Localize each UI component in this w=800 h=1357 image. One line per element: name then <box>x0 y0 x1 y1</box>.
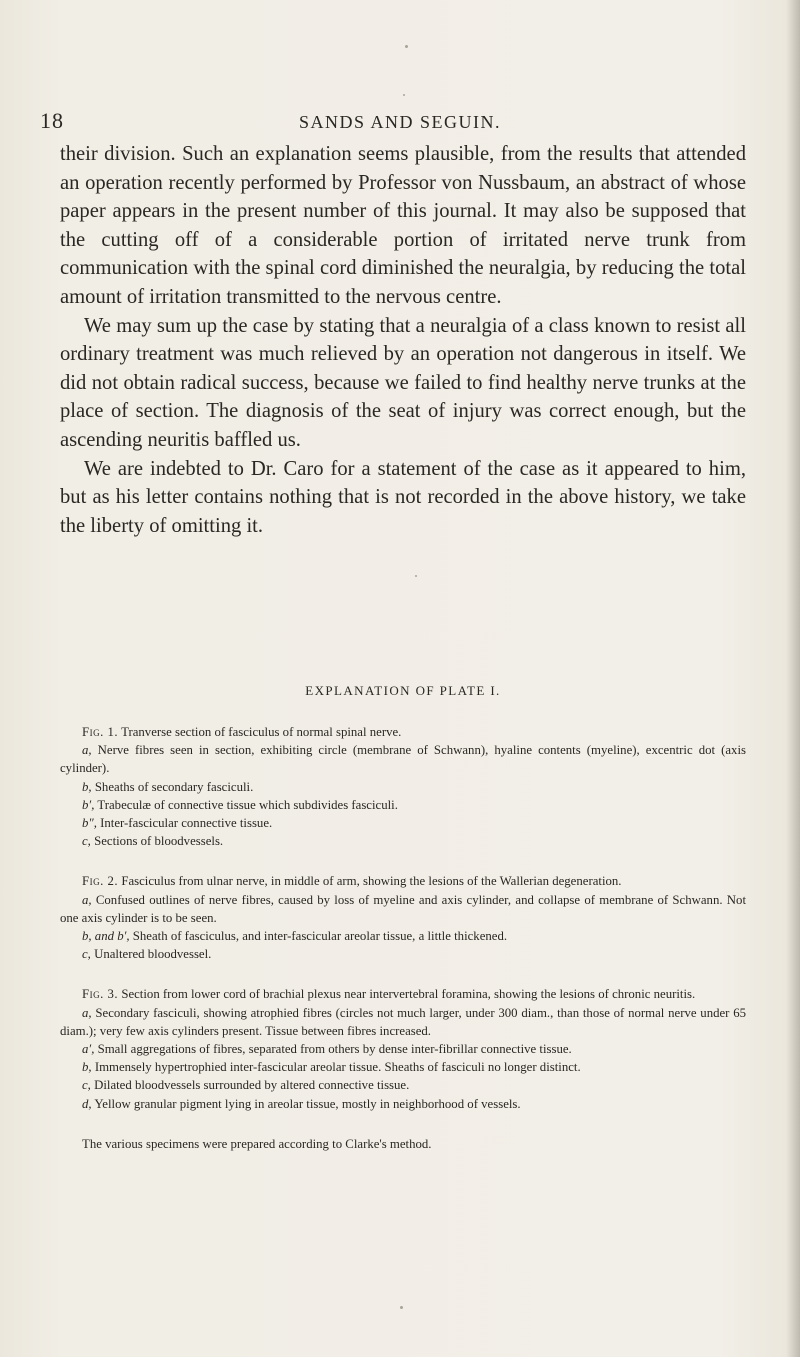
item-key: c, <box>82 1078 91 1093</box>
body-text <box>60 140 746 540</box>
item-key: d, <box>82 1096 92 1111</box>
closing-note: The various specimens were prepared according to Clarke's method. <box>82 1136 432 1151</box>
figure-title: Section from lower cord of brachial plexus near intervertebral foramina, showing the lesions of chronic neuritis. <box>121 987 696 1002</box>
plate-explanation <box>60 723 746 1153</box>
item-text: Nerve fibres seen in section, exhibiting circle (membrane of Schwann), hyaline contents (myeline), excentric dot (axis cylinder). <box>60 743 746 776</box>
item-text: Trabeculæ of connective tissue which subdivides fasciculi. <box>97 797 398 812</box>
item-key: c, <box>82 834 91 849</box>
figure-item <box>60 814 746 832</box>
figure-caption <box>60 872 746 890</box>
item-key: b, <box>82 1060 92 1075</box>
figure-item <box>60 945 746 963</box>
item-key: a, <box>82 743 92 758</box>
item-text: Small aggregations of fibres, separated from others by dense inter-fibrillar connective tissue. <box>97 1042 572 1057</box>
item-text: Sheath of fasciculus, and inter-fascicular areolar tissue, a little thickened. <box>132 929 508 944</box>
figure-caption <box>60 723 746 741</box>
figure-block <box>60 872 746 963</box>
figure-item <box>60 891 746 927</box>
figure-item <box>60 778 746 796</box>
item-text: Confused outlines of nerve fibres, caused by loss of myeline and axis cylinder, and collapse of membrane of Schwann. Not one axis cylinder is to be seen. <box>60 892 746 925</box>
paper-speck <box>400 1306 403 1309</box>
page-header <box>40 108 760 138</box>
item-key: b, <box>82 779 92 794</box>
item-key: a, <box>82 1005 92 1020</box>
body-paragraph: We are indebted to Dr. Caro for a statement of the case as it appeared to him, but as his letter contains nothing that is not recorded in the above history, we take the liberty of omitting it. <box>60 457 746 537</box>
figure-item <box>60 1076 746 1094</box>
figure-title: Fasciculus from ulnar nerve, in middle of arm, showing the lesions of the Wallerian degeneration. <box>121 874 622 889</box>
figure-label: Fig. 1. <box>82 725 119 739</box>
figure-item <box>60 1004 746 1040</box>
item-text: Dilated bloodvessels surrounded by altered connective tissue. <box>94 1078 410 1093</box>
page-edge-shadow <box>786 0 800 1357</box>
item-key: b′, <box>82 797 95 812</box>
item-text: Immensely hypertrophied inter-fascicular areolar tissue. Sheaths of fasciculi no longer distinct. <box>94 1060 581 1075</box>
running-head: SANDS AND SEGUIN. <box>298 112 502 132</box>
item-text: Unaltered bloodvessel. <box>94 947 212 962</box>
figure-item <box>60 796 746 814</box>
item-key: a, <box>82 892 92 907</box>
section-title: EXPLANATION OF PLATE I. <box>305 683 501 698</box>
item-key: a′, <box>82 1042 95 1057</box>
figure-item <box>60 1095 746 1113</box>
figure-item <box>60 927 746 945</box>
item-key: b, and b′, <box>82 929 130 944</box>
figure-item <box>60 741 746 777</box>
item-key: b″, <box>82 816 97 831</box>
figure-item <box>60 1058 746 1076</box>
body-paragraph: their division. Such an explanation seems plausible, from the results that attended an operation recently performed by Professor von Nussbaum, an abstract of whose paper appears in the present number of this journal. It may also be supposed that the cutting off of a considerable portion of irritated nerve trunk from communication with the spinal cord diminished the neuralgia, by reducing the total amount of irritation transmitted to the nervous centre. <box>60 143 746 308</box>
figure-caption <box>60 985 746 1003</box>
figure-label: Fig. 3. <box>82 987 119 1002</box>
paper-speck <box>415 575 417 577</box>
figure-item <box>60 1040 746 1058</box>
item-text: Sections of bloodvessels. <box>94 834 224 849</box>
figure-block <box>60 985 746 1112</box>
figure-block <box>60 723 746 850</box>
figure-title: Tranverse section of fasciculus of normal spinal nerve. <box>121 725 402 739</box>
figure-label: Fig. 2. <box>82 874 119 889</box>
paper-speck <box>403 94 405 96</box>
item-key: c, <box>82 947 91 962</box>
figure-item <box>60 832 746 850</box>
item-text: Yellow granular pigment lying in areolar tissue, mostly in neighborhood of vessels. <box>94 1096 521 1111</box>
item-text: Inter-fascicular connective tissue. <box>100 816 273 831</box>
paper-speck <box>405 45 408 48</box>
page-number: 18 <box>40 108 64 133</box>
body-paragraph: We may sum up the case by stating that a neuralgia of a class known to resist all ordinary treatment was much relieved by an operation not dangerous in itself. We did not obtain radical success, because we failed to find healthy nerve trunks at the place of section. The diagnosis of the seat of injury was correct enough, but the ascending neuritis baffled us. <box>60 314 746 451</box>
item-text: Sheaths of secondary fasciculi. <box>94 779 254 794</box>
item-text: Secondary fasciculi, showing atrophied fibres (circles not much larger, under 300 diam., than those of normal nerve under 65 diam.); very few axis cylinders present. Tissue between fibres increased. <box>60 1005 747 1038</box>
